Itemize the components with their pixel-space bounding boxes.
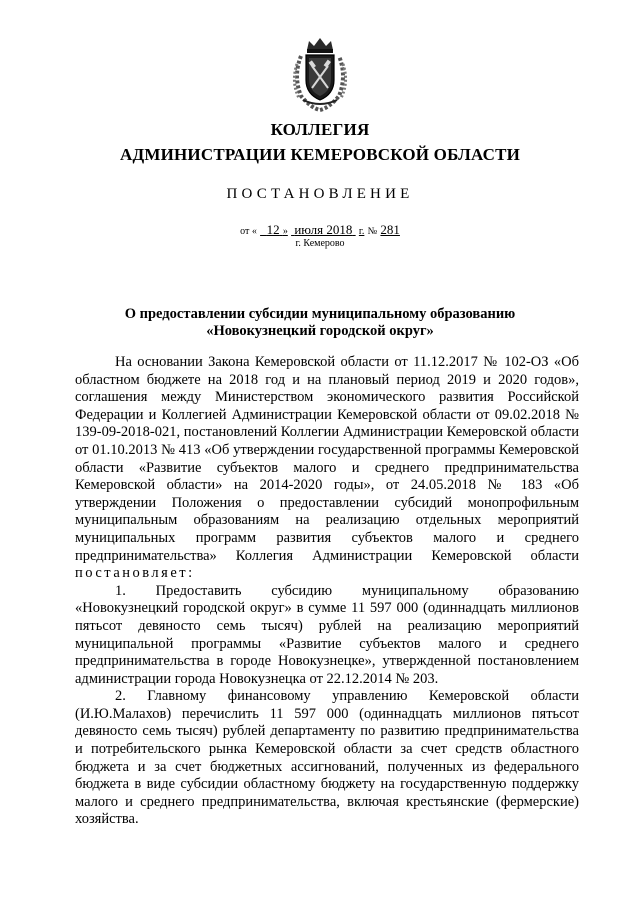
coat-of-arms-emblem [291,36,349,112]
number-sign: № [367,226,378,237]
date-year-suffix: г. [358,226,365,237]
item-2-paragraph: 2. Главному финансовому управлению Кемеровской области (И.Ю.Малахов) перечислить 11 597 000 (одиннадцать миллионов пятьсот девяносто семь тысяч) рублей департаменту по развитию предпринимательства и потребительского рынка Кемеровской области за счет средств областного бюджета и за счет бюджетных ассигнований, полученных из федерального бюджета в виде субсидии областному бюджету на государственную поддержку малого и среднего предпринимательства, включая крестьянские (фермерские) хозяйства. [75,688,579,828]
item-1-paragraph: 1. Предоставить субсидию муниципальному образованию «Новокузнецкий городской округ» в сумме 11 597 000 (одиннадцать миллионов пятьсот девяносто семь тысяч) рублей на реализацию мероприятий муниципальной программы «Развитие субъектов малого и среднего предпринимательства в городе Новокузнецке», утвержденной постановлением администрации города Новокузнецка от 22.12.2014 № 203. [75,582,579,687]
date-day: 12 [266,222,280,237]
intro-paragraph: На основании Закона Кемеровской области от 11.12.2017 № 102-ОЗ «Об областном бюджете на 2018 год и на плановый период 2019 и 2020 годов», соглашения между Министерством экономического развития Российской Федерации и Коллегией Администрации Кемеровской области от 09.02.2018 № 139-09-2018-021, постановлений Коллегии Администрации Кемеровской области от 01.10.2013 № 413 «Об утверждении государственной программы Кемеровской области «Развитие субъектов малого и среднего предпринимательства Кемеровской области» на 2014-2020 годы», от 24.05.2018 № 183 «Об утверждении Положения о предоставлении субсидий монопрофильным муниципальным образованиям на реализацию отдельных мероприятий муниципальных программ развития субъектов малого и среднего предпринимательства» Коллегия Администрации Кемеровской области постановляет: [75,354,579,582]
date-quote: » [282,226,288,237]
document-date-line [0,222,640,238]
city: г. Кемерово [295,238,345,249]
resolves-word: постановляет: [75,565,195,582]
document-title-line1: О предоставлении субсидии муниципальному образованию [124,306,516,322]
document-title-line2: «Новокузнецкий городской округ» [206,323,434,339]
date-prefix: от « [240,226,257,237]
org-title-line2: АДМИНИСТРАЦИИ КЕМЕРОВСКОЙ ОБЛАСТИ [119,145,521,164]
document-body [75,354,579,829]
document-type: ПОСТАНОВЛЕНИЕ [226,186,414,202]
document-number: 281 [380,222,400,237]
org-title-line1: КОЛЛЕГИЯ [270,120,370,139]
date-month-year: июля 2018 [294,222,353,237]
